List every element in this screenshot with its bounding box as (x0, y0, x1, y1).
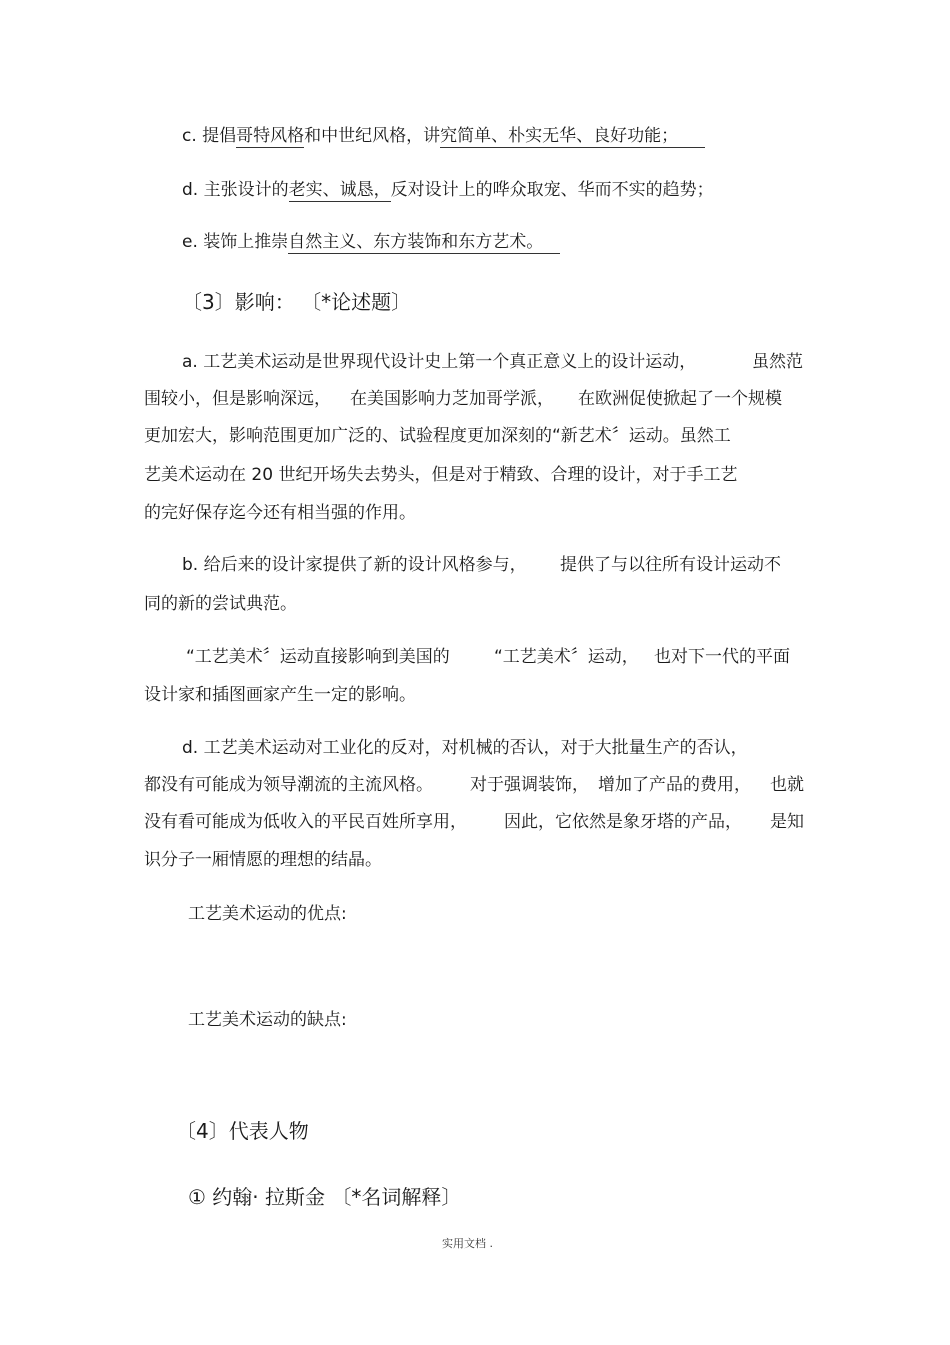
para-d-line-1: d. 工艺美术运动对工业化的反对，对机械的否认，对于大批量生产的否认， (182, 738, 748, 758)
para-c-line-1b: “工艺美术〞运动， (494, 647, 639, 667)
para-a-line-1-end: 虽然范 (752, 352, 803, 372)
para-a-line-4: 艺美术运动在 20 世纪开场失去势头，但是对于精致、合理的设计，对于手工艺 (144, 465, 738, 485)
person-1-heading: ① 约翰· 拉斯金 〔*名词解释〕 (188, 1185, 462, 1209)
section-3-heading: 〔3〕影响： 〔*论述题〕 (182, 290, 412, 314)
para-d-line-3b: 因此，它依然是象牙塔的产品， (504, 812, 742, 832)
cons-label: 工艺美术运动的缺点: (188, 1010, 347, 1030)
para-a-line-2a: 围较小，但是影响深远， (144, 389, 331, 409)
para-a-line-1: a. 工艺美术运动是世界现代设计史上第一个真正意义上的设计运动， (182, 352, 697, 372)
item-e: e. 装饰上推崇自然主义、东方装饰和东方艺术。 (182, 230, 560, 254)
para-c-line-1a: “工艺美术〞运动直接影响到美国的 (186, 647, 450, 667)
para-d-line-2d: 也就 (770, 775, 804, 795)
para-c-line-1c: 也对下一代的平面 (654, 647, 790, 667)
para-d-line-2b: 对于强调装饰， (470, 775, 589, 795)
para-a-line-2b: 在美国影响力芝加哥学派， (350, 389, 554, 409)
page-footer: 实用文档 . (442, 1237, 493, 1250)
para-c-line-2: 设计家和插图画家产生一定的影响。 (144, 685, 416, 705)
para-d-line-3a: 没有看可能成为低收入的平民百姓所享用， (144, 812, 467, 832)
item-c: c. 提倡哥特风格和中世纪风格，讲究简单、朴实无华、良好功能； (182, 124, 705, 148)
para-b-line-2: 同的新的尝试典范。 (144, 594, 297, 614)
para-d-line-2a: 都没有可能成为领导潮流的主流风格。 (144, 775, 433, 795)
para-b-line-1b: 提供了与以往所有设计运动不 (560, 555, 781, 575)
para-a-line-2c: 在欧洲促使掀起了一个规模 (578, 389, 782, 409)
item-d: d. 主张设计的老实、诚恳，反对设计上的哗众取宠、华而不实的趋势； (182, 180, 714, 200)
para-a-line-5: 的完好保存迄今还有相当强的作用。 (144, 503, 416, 523)
pros-label: 工艺美术运动的优点: (188, 904, 347, 924)
para-d-line-4: 识分子一厢情愿的理想的结晶。 (144, 850, 382, 870)
para-b-line-1a: b. 给后来的设计家提供了新的设计风格参与， (182, 555, 527, 575)
para-d-line-2c: 增加了产品的费用， (598, 775, 751, 795)
para-d-line-3c: 是知 (770, 812, 804, 832)
section-4-heading: 〔4〕代表人物 (176, 1119, 309, 1143)
para-a-line-3: 更加宏大，影响范围更加广泛的、试验程度更加深刻的“新艺术〞运动。虽然工 (144, 426, 731, 446)
